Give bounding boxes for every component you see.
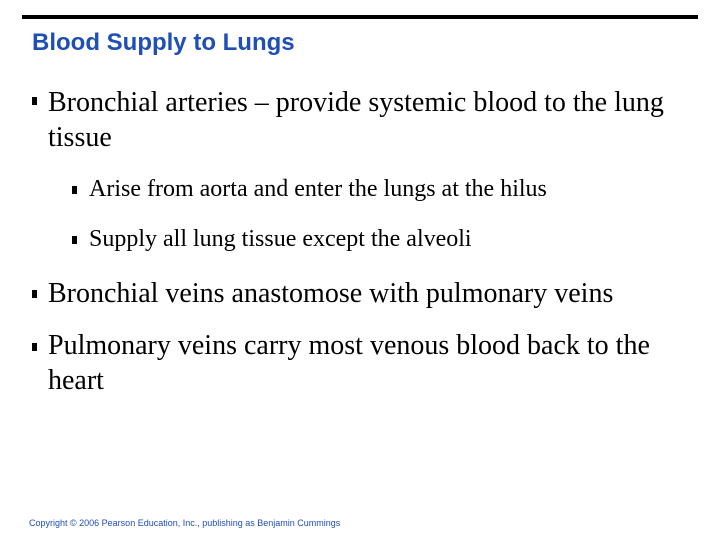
bullet-item: Pulmonary veins carry most venous blood back to the heart: [48, 330, 650, 396]
bullet-marker-icon: [32, 97, 37, 105]
copyright-footer: Copyright © 2006 Pearson Education, Inc., publishing as Benjamin Cummings: [29, 518, 341, 528]
sub-bullet-item: Arise from aorta and enter the lungs at the hilus: [89, 176, 547, 202]
bullet-item: Bronchial veins anastomose with pulmonary veins: [48, 278, 614, 309]
slide-title: Blood Supply to Lungs: [32, 29, 295, 56]
bullet-marker-icon: [32, 290, 37, 298]
title-rule: [22, 15, 698, 19]
bullet-item: Bronchial arteries – provide systemic blood to the lung tissue: [48, 87, 664, 153]
sub-bullet-item: Supply all lung tissue except the alveoli: [89, 226, 472, 252]
bullet-marker-icon: [72, 186, 77, 194]
bullet-marker-icon: [72, 236, 77, 244]
bullet-marker-icon: [32, 343, 37, 351]
